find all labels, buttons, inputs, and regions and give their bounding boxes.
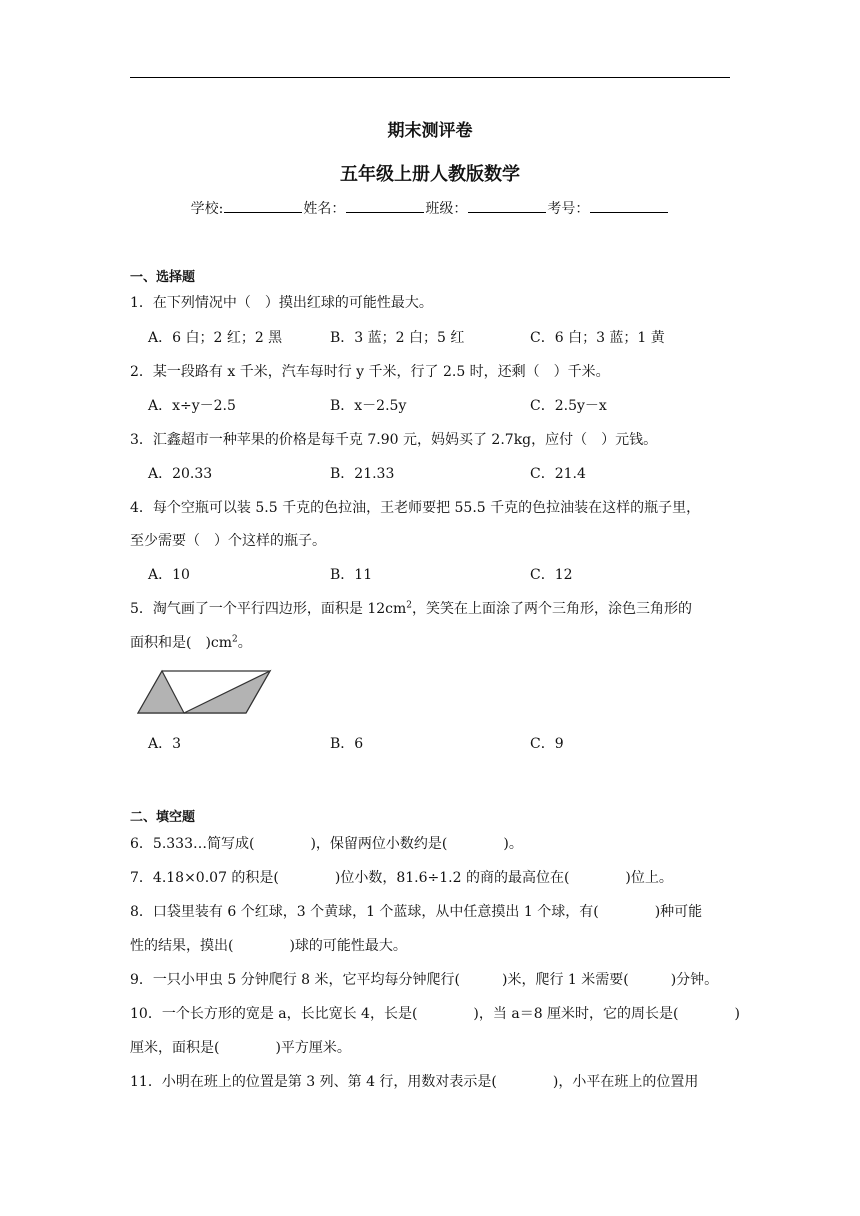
option-a[interactable]: A．10 <box>148 567 190 583</box>
question-3: 3．汇鑫超市一种苹果的价格是每千克 7.90 元，妈妈买了 2.7kg，应付（ ）元钱。 <box>130 432 658 448</box>
question-4-line-1: 4．每个空瓶可以装 5.5 千克的色拉油，王老师要把 55.5 千克的色拉油装在这样的瓶子里， <box>130 500 701 516</box>
question-5-line-1 <box>130 598 730 618</box>
question-10-line-2: 厘米，面积是( )平方厘米。 <box>130 1040 351 1056</box>
question-6: 6．5.333…简写成( )，保留两位小数约是( )。 <box>130 836 523 852</box>
section-heading-choice: 一、选择题 <box>130 270 196 285</box>
exam-no-blank[interactable] <box>590 199 668 213</box>
option-c[interactable]: C．2.5y－x <box>530 398 607 414</box>
q5-text-b: ，笑笑在上面涂了两个三角形，涂色三角形的 <box>412 601 693 617</box>
school-blank[interactable] <box>224 199 302 213</box>
option-b[interactable]: B．3 蓝；2 白；5 红 <box>330 330 465 346</box>
option-a[interactable]: A．x÷y－2.5 <box>148 398 236 414</box>
q5-text-c: 面积和是( )cm <box>130 635 233 651</box>
option-c[interactable]: C．9 <box>530 736 564 752</box>
school-label: 学校: <box>190 201 224 217</box>
option-c[interactable]: C．6 白；3 蓝；1 黄 <box>530 330 665 346</box>
parallelogram-figure <box>134 669 274 717</box>
option-a[interactable]: A．20.33 <box>148 466 213 482</box>
exam-subtitle: 五年级上册人教版数学 <box>340 164 520 185</box>
option-a[interactable]: A．3 <box>148 736 182 752</box>
q5-text-d: 。 <box>237 635 252 651</box>
class-label: 班级： <box>425 201 468 217</box>
option-c[interactable]: C．12 <box>530 567 573 583</box>
option-b[interactable]: B．6 <box>330 736 364 752</box>
question-11: 11．小明在班上的位置是第 3 列、第 4 行，用数对表示是( )，小平在班上的位置用 <box>130 1074 699 1090</box>
question-9: 9．一只小甲虫 5 分钟爬行 8 米，它平均每分钟爬行( )米，爬行 1 米需要( )分钟。 <box>130 972 719 988</box>
class-blank[interactable] <box>468 199 546 213</box>
student-info-row <box>0 198 860 218</box>
question-8-line-1: 8．口袋里装有 6 个红球，3 个黄球，1 个蓝球，从中任意摸出 1 个球，有( )种可能 <box>130 904 703 920</box>
question-5-line-2 <box>130 632 730 652</box>
q5-superscript-2: 2 <box>232 634 238 645</box>
name-blank[interactable] <box>346 199 424 213</box>
option-b[interactable]: B．11 <box>330 567 373 583</box>
exam-title: 期末测评卷 <box>387 121 473 141</box>
q5-superscript: 2 <box>406 600 413 611</box>
exam-no-label: 考号： <box>547 201 590 217</box>
question-4-line-2: 至少需要（ ）个这样的瓶子。 <box>130 533 326 549</box>
q5-text-a: 5．淘气画了一个平行四边形，面积是 12cm <box>130 601 407 617</box>
question-7: 7．4.18×0.07 的积是( )位小数，81.6÷1.2 的商的最高位在( )位上。 <box>130 870 673 886</box>
question-10-line-1: 10．一个长方形的宽是 a，长比宽长 4，长是( )，当 a＝8 厘米时，它的周长是( ) <box>130 1006 740 1022</box>
option-a[interactable]: A．6 白；2 红；2 黑 <box>148 330 283 346</box>
option-c[interactable]: C．21.4 <box>530 466 586 482</box>
question-8-line-2: 性的结果，摸出( )球的可能性最大。 <box>130 938 407 954</box>
header-rule <box>130 77 730 78</box>
question-1: 1．在下列情况中（ ）摸出红球的可能性最大。 <box>130 295 433 311</box>
section-heading-fill: 二、填空题 <box>130 810 196 825</box>
option-b[interactable]: B．21.33 <box>330 466 395 482</box>
question-2: 2．某一段路有 x 千米，汽车每时行 y 千米，行了 2.5 时，还剩（ ）千米。 <box>130 364 610 380</box>
option-b[interactable]: B．x－2.5y <box>330 398 407 414</box>
name-label: 姓名： <box>303 201 346 217</box>
